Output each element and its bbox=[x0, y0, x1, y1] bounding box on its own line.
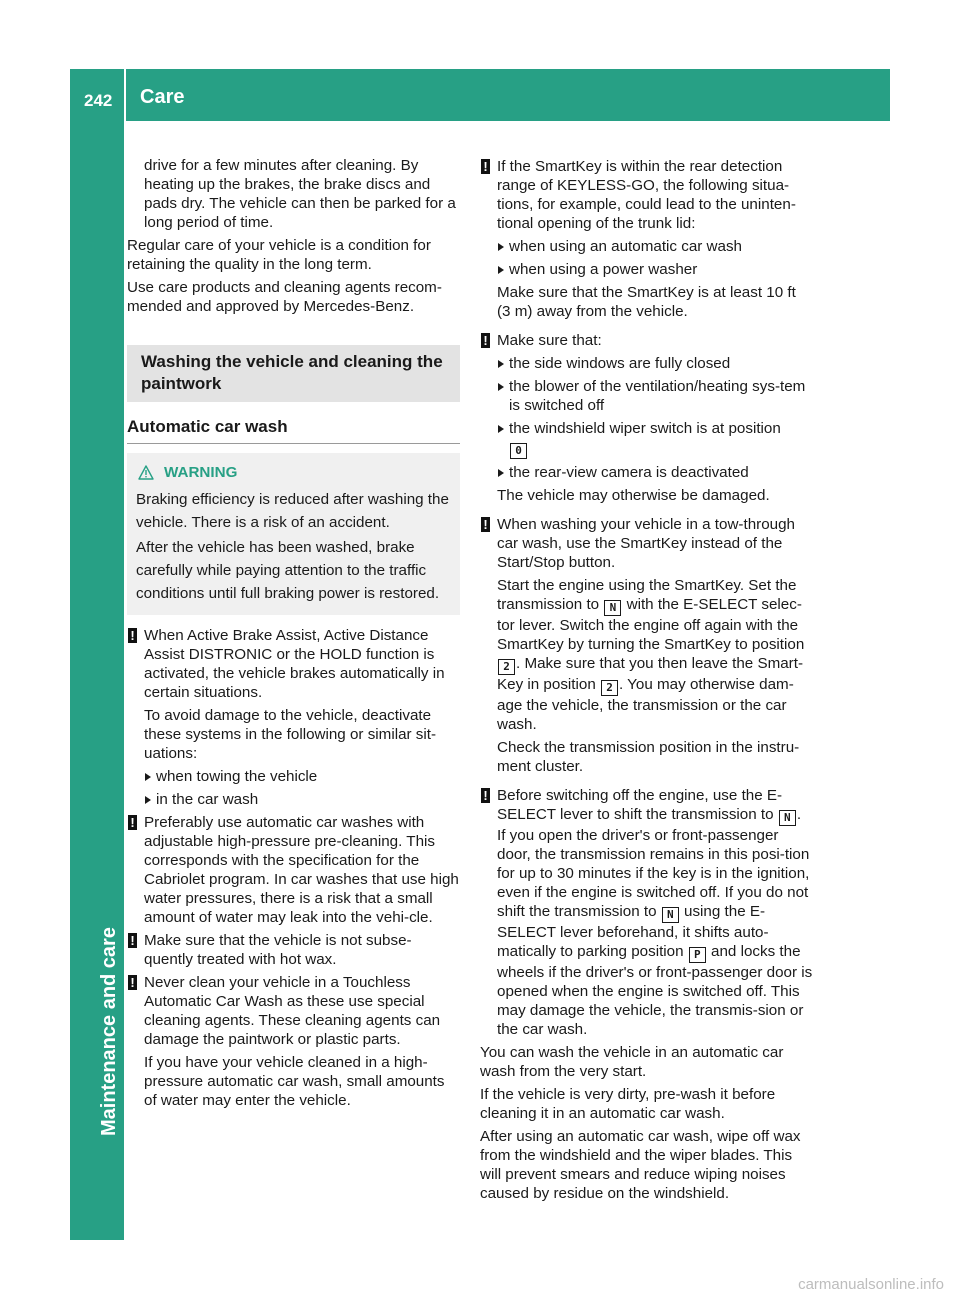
exclamation-icon: ! bbox=[128, 628, 137, 643]
bullet-list bbox=[480, 237, 813, 279]
exclamation-icon: ! bbox=[128, 975, 137, 990]
exclamation-icon: ! bbox=[128, 815, 137, 830]
notice-text: If the SmartKey is within the rear detection range of KEYLESS-GO, the following situa-tions, for example, could lead to the uninten-tional opening of the trunk lid: bbox=[497, 158, 796, 232]
notice-block bbox=[127, 813, 460, 927]
exclamation-icon: ! bbox=[481, 517, 490, 532]
paragraph: If the vehicle is very dirty, pre-wash it before cleaning it in an automatic car wash. bbox=[480, 1086, 776, 1122]
left-column bbox=[127, 156, 460, 1114]
list-item: in the car wash bbox=[144, 790, 460, 809]
key-position-2: 2 bbox=[601, 680, 618, 696]
key-position-2: 2 bbox=[498, 659, 515, 675]
notice-text: Make sure that: bbox=[497, 332, 602, 349]
warning-label: WARNING bbox=[164, 464, 238, 481]
paragraph: Regular care of your vehicle is a condition for retaining the quality in the long term. bbox=[127, 237, 431, 273]
exclamation-icon: ! bbox=[481, 788, 490, 803]
exclamation-icon: ! bbox=[481, 159, 490, 174]
notice-text: To avoid damage to the vehicle, deactivate these systems in the following or similar sit-uations: bbox=[144, 707, 437, 762]
notice-text: Before switching off the engine, use the E-SELECT lever to shift the transmission to N . If you open the driver's or front-passenger door, the transmission remains in this posi-tion for up to 30 minutes if the key is in the ignition, even if the engine is switched off. If you do not shift the transmission to N using the E-SELECT lever beforehand, it shifts auto-matically to parking position P and locks the wheels if the driver's or front-passenger door is opened when the engine is switched off. This may damage the vehicle, the transmis-sion or the car wash. bbox=[497, 787, 813, 1038]
page-number: 242 bbox=[84, 91, 113, 110]
notice-text: Make sure that the SmartKey is at least 10 ft (3 m) away from the vehicle. bbox=[497, 284, 796, 320]
transmission-n-key: N bbox=[662, 907, 679, 923]
page-header bbox=[70, 69, 890, 121]
notice-text: Start the engine using the SmartKey. Set the transmission to N with the E-SELECT selec-tor lever. Switch the engine off again with the SmartKey by turning the SmartKey to position 2 . Make sure that you then leave the Smart-Key in position 2 . You may otherwise dam-age the vehicle, the transmission or the car wash. bbox=[497, 577, 805, 733]
list-item: the windshield wiper switch is at position 0 bbox=[497, 419, 813, 459]
intro-continuation: drive for a few minutes after cleaning. By heating up the brakes, the brake discs and pads dry. The vehicle can then be parked for a long period of time. bbox=[144, 157, 456, 231]
notice-text: Preferably use automatic car washes with adjustable high-pressure pre-cleaning. This corresponds with the specification for the Cabriolet program. In car washes that use high water pressures, there is a risk that a small amount of water may leak into the vehi-cle. bbox=[144, 814, 459, 926]
notice-block bbox=[480, 786, 813, 1039]
header-divider bbox=[124, 69, 126, 121]
transmission-p-key: P bbox=[689, 947, 706, 963]
paragraph: Use care products and cleaning agents recom-mended and approved by Mercedes-Benz. bbox=[127, 279, 442, 315]
warning-text: Braking efficiency is reduced after washing the vehicle. There is a risk of an accident. bbox=[136, 491, 449, 531]
warning-text: After the vehicle has been washed, brake carefully while paying attention to the traffic conditions until full braking power is restored. bbox=[136, 539, 440, 602]
notice-text: Check the transmission position in the instru-ment cluster. bbox=[497, 739, 800, 775]
bullet-list bbox=[127, 767, 460, 809]
watermark: carmanualsonline.info bbox=[798, 1276, 944, 1293]
section-heading: Washing the vehicle and cleaning the paintwork bbox=[127, 345, 460, 402]
notice-text: If you have your vehicle cleaned in a high-pressure automatic car wash, small amounts of water may enter the vehicle. bbox=[144, 1054, 445, 1109]
warning-title bbox=[136, 463, 452, 483]
side-tab-label: Maintenance and care bbox=[98, 927, 120, 1136]
warning-box bbox=[127, 453, 460, 615]
notice-block bbox=[127, 626, 460, 763]
paragraph: You can wash the vehicle in an automatic car wash from the very start. bbox=[480, 1044, 784, 1080]
section-title: Care bbox=[140, 86, 185, 108]
transmission-n-key: N bbox=[779, 810, 796, 826]
list-item: the side windows are fully closed bbox=[497, 354, 813, 373]
notice-block bbox=[480, 331, 813, 350]
warning-triangle-icon bbox=[138, 465, 154, 480]
wiper-position-key: 0 bbox=[510, 443, 527, 459]
subsection-heading: Automatic car wash bbox=[127, 416, 460, 444]
transmission-n-key: N bbox=[604, 600, 621, 616]
notice-text: Never clean your vehicle in a Touchless Automatic Car Wash as these use special cleaning agents. These cleaning agents can damage the paintwork or plastic parts. bbox=[144, 974, 441, 1048]
notice-block bbox=[127, 931, 460, 969]
list-item: the rear-view camera is deactivated bbox=[497, 463, 813, 482]
notice-text: When Active Brake Assist, Active Distance Assist DISTRONIC or the HOLD function is activated, the vehicle brakes automatically in certain situations. bbox=[144, 627, 445, 701]
bullet-list bbox=[480, 354, 813, 482]
notice-text: When washing your vehicle in a tow-through car wash, use the SmartKey instead of the Start/Stop button. bbox=[497, 516, 796, 571]
exclamation-icon: ! bbox=[481, 333, 490, 348]
notice-block bbox=[480, 157, 813, 233]
paragraph: After using an automatic car wash, wipe off wax from the windshield and the wiper blades. This will prevent smears and reduce wiping noises caused by residue on the windshield. bbox=[480, 1128, 801, 1202]
list-item: the blower of the ventilation/heating sys-tem is switched off bbox=[497, 377, 813, 415]
notice-block bbox=[127, 973, 460, 1110]
list-item: when using an automatic car wash bbox=[497, 237, 813, 256]
exclamation-icon: ! bbox=[128, 933, 137, 948]
notice-block bbox=[480, 515, 813, 776]
list-item: when towing the vehicle bbox=[144, 767, 460, 786]
list-item: when using a power washer bbox=[497, 260, 813, 279]
notice-text: The vehicle may otherwise be damaged. bbox=[497, 487, 770, 504]
right-column bbox=[480, 157, 813, 1207]
notice-text: Make sure that the vehicle is not subse-quently treated with hot wax. bbox=[144, 932, 412, 968]
